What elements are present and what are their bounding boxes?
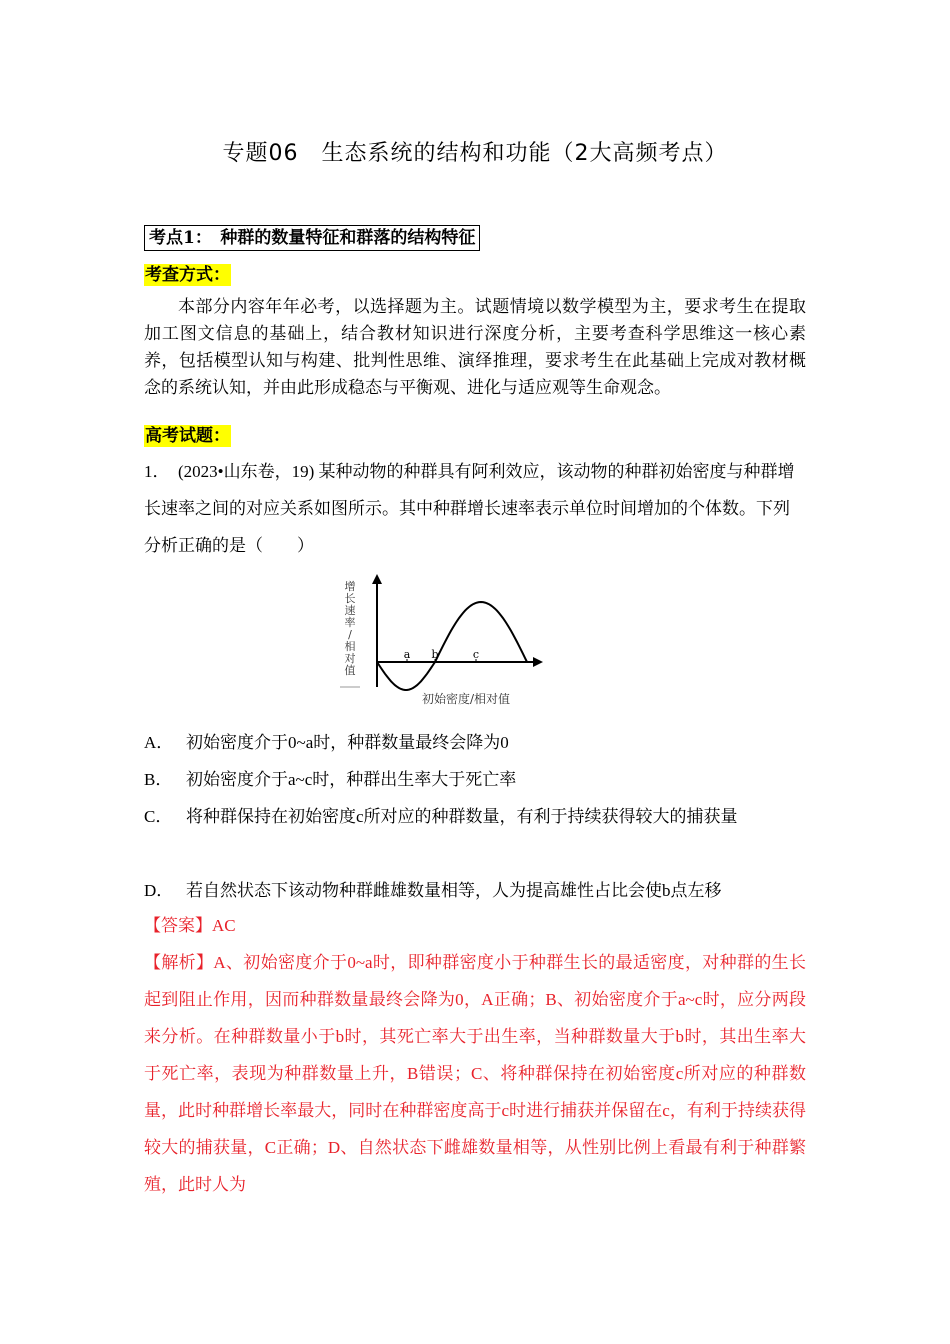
option-a-letter: A．	[144, 733, 174, 752]
y-label-char: 长	[344, 592, 356, 605]
question-text: (2023•山东卷，19) 某种动物的种群具有阿利效应，该动物的种群初始密度与种群增长速率之间的对应关系如图所示。其中种群增长速率表示单位时间增加的个体数。下列分析正确的是（ ）	[144, 462, 795, 555]
option-b-text: 初始密度介于a~c时，种群出生率大于死亡率	[186, 770, 517, 789]
point-label-a: a	[403, 648, 411, 661]
y-label-char: 值	[344, 664, 356, 677]
exam-method-label: 考查方式：	[145, 265, 230, 285]
y-label-char: 相	[344, 640, 356, 653]
option-d-letter: D．	[144, 881, 174, 900]
kaodian-heading: 考点1： 种群的数量特征和群落的结构特征	[144, 225, 480, 251]
point-label-c: c	[472, 648, 480, 661]
y-axis-label	[345, 580, 356, 677]
option-c-text: 将种群保持在初始密度c所对应的种群数量，有利于持续获得较大的捕获量	[186, 807, 738, 826]
y-label-char: 率	[344, 616, 356, 629]
y-label-char: 对	[344, 652, 356, 665]
gaokao-label: 高考试题：	[145, 426, 230, 446]
population-growth-chart	[335, 572, 555, 712]
page-title: 专题06 生态系统的结构和功能（2大高频考点）	[222, 141, 728, 166]
option-c	[144, 798, 806, 835]
option-b-letter: B．	[144, 770, 173, 789]
x-axis-arrow	[533, 657, 543, 667]
growth-curve	[377, 602, 527, 690]
option-a	[144, 724, 806, 761]
option-b	[144, 761, 806, 798]
y-axis-arrow	[372, 574, 382, 584]
question-number: 1．	[144, 462, 161, 481]
exam-method-paragraph: 本部分内容年年必考，以选择题为主。试题情境以数学模型为主，要求考生在提取加工图文信息的基础上，结合教材知识进行深度分析，主要考查科学思维这一核心素养，包括模型认知与构建、批判性思维、演绎推理，要求考生在此基础上完成对教材概念的系统认知，并由此形成稳态与平衡观、进化与适应观等生命观念。	[144, 297, 806, 398]
y-label-char: 增	[344, 580, 356, 593]
question-1	[144, 453, 806, 564]
answer: 【答案】AC	[144, 916, 236, 935]
option-c-letter: C．	[144, 807, 173, 826]
x-axis-label: 初始密度/相对值	[422, 692, 511, 706]
y-label-char: 速	[344, 604, 356, 617]
analysis: 【解析】A、初始密度介于0~a时，即种群密度小于种群生长的最适密度，对种群的生长起到阻止作用，因而种群数量最终会降为0，A正确；B、初始密度介于a~c时，应分两段来分析。在种群数量小于b时，其死亡率大于出生率，当种群数量大于b时，其出生率大于死亡率，表现为种群数量上升，B错误；C、将种群保持在初始密度c所对应的种群数量，此时种群增长率最大，同时在种群密度高于c时进行捕获并保留在c，有利于持续获得较大的捕获量，C正确；D、自然状态下雌雄数量相等，从性别比例上看最有利于种群繁殖，此时人为	[144, 953, 806, 1194]
point-label-b: b	[431, 648, 439, 661]
y-label-char: /	[348, 628, 352, 641]
option-d-text: 若自然状态下该动物种群雌雄数量相等，人为提高雄性占比会使b点左移	[186, 881, 722, 900]
option-d	[144, 872, 806, 909]
option-a-text: 初始密度介于0~a时，种群数量最终会降为0	[186, 733, 509, 752]
